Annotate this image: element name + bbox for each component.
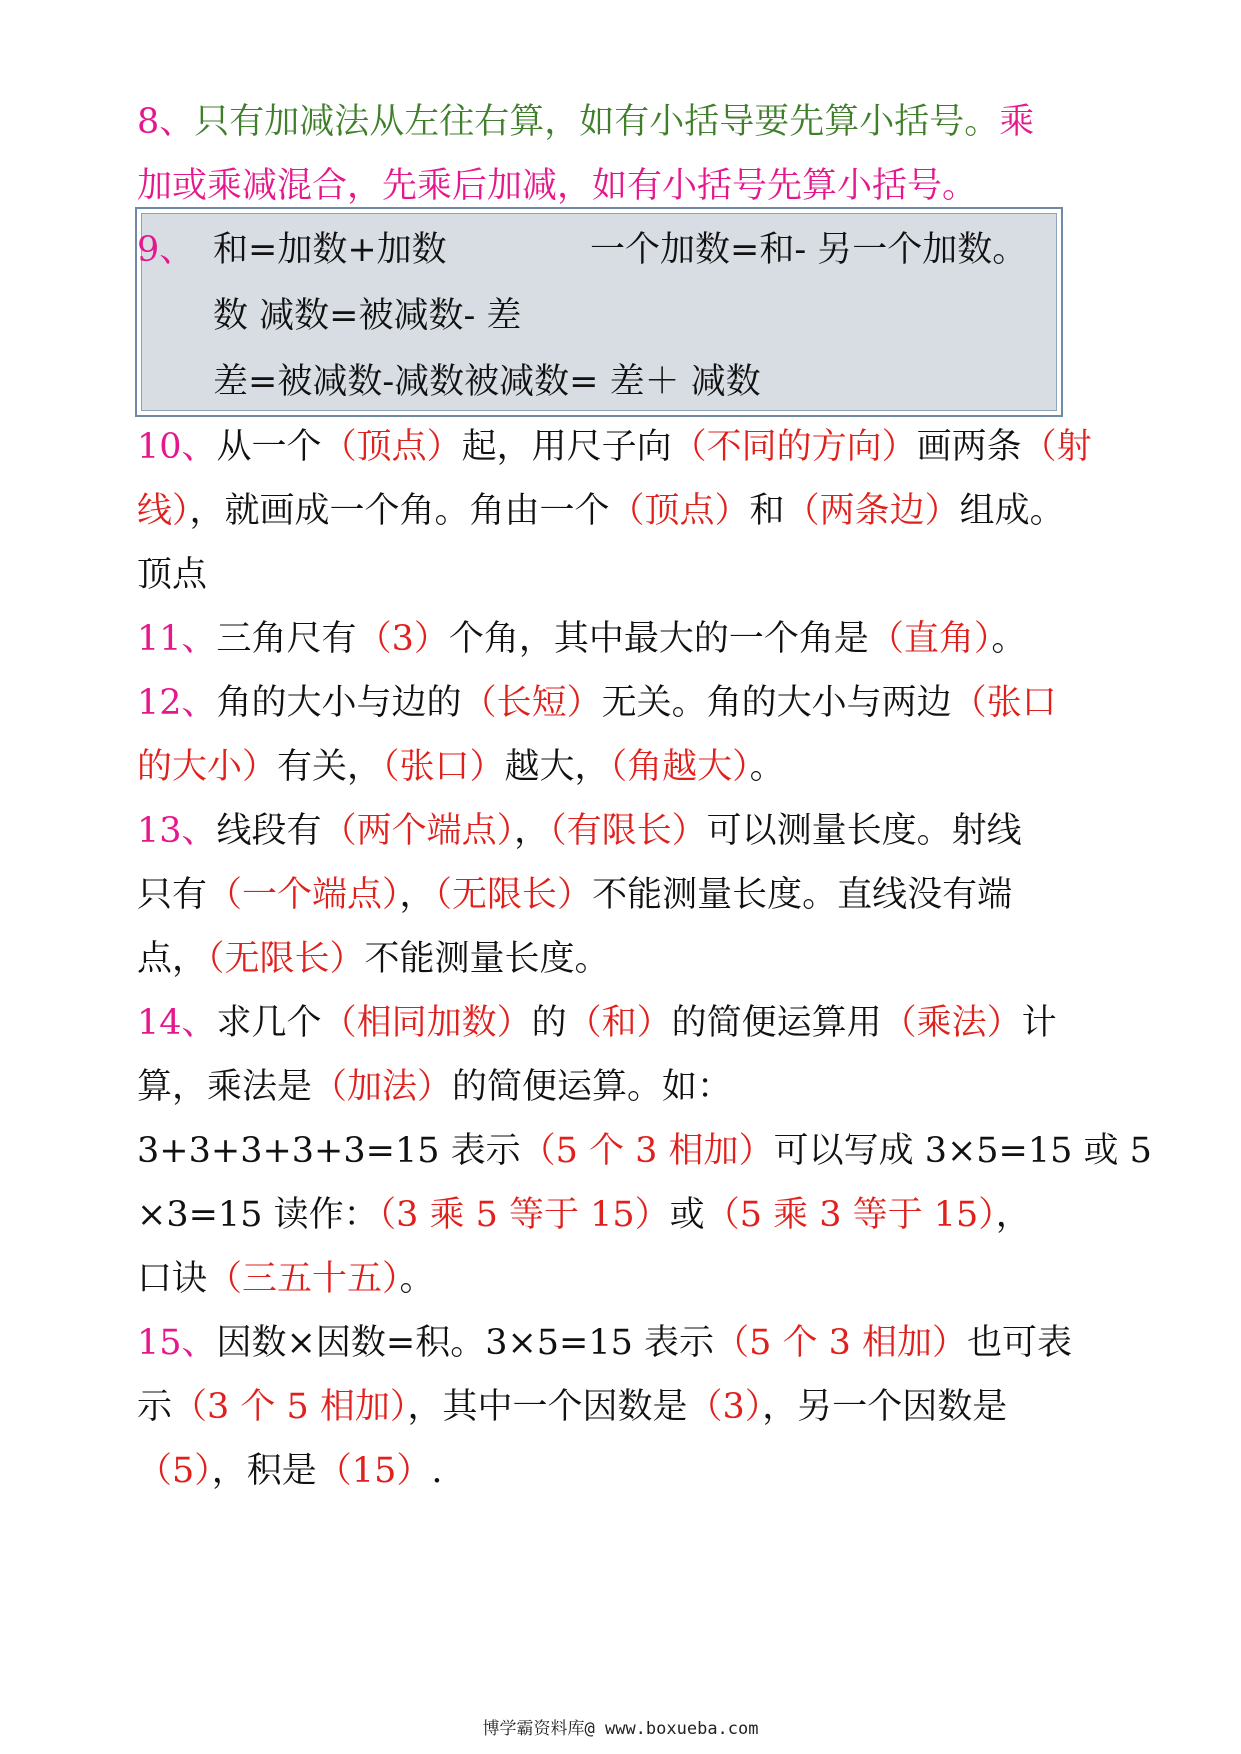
answer: （长短）: [461, 683, 602, 723]
answer: （一个端点）: [207, 875, 400, 915]
item-number: 14、: [137, 1003, 217, 1043]
answer: （顶点）: [609, 491, 750, 531]
item-8-line-2: [137, 164, 1137, 208]
item-14-line-2: 算，乘法是（加法）的简便运算。如：: [137, 1067, 733, 1107]
answer: （直角）: [868, 619, 992, 659]
item-number: 12、: [137, 683, 217, 723]
rule-text-green: 只有加减法从左往右算，如有小括导要先算小括号。: [194, 102, 1000, 142]
answer: （15）: [316, 1451, 432, 1491]
answer: （顶点）: [321, 427, 462, 467]
rule-text-magenta: 乘: [999, 102, 1035, 142]
item-number: 13、: [137, 811, 217, 851]
item-15-line-2: 示（3 个 5 相加），其中一个因数是（3），另一个因数是: [137, 1387, 1008, 1427]
answer: （角越大）: [609, 747, 750, 787]
answer: （3 个 5 相加）: [172, 1387, 408, 1427]
answer: （5）: [137, 1451, 212, 1491]
item-number: 15、: [137, 1323, 217, 1363]
answer: （加法）: [312, 1067, 453, 1107]
item-number: 11、: [137, 619, 217, 659]
answer: （张口）: [382, 747, 505, 787]
answer: （射: [1021, 427, 1092, 467]
answer: （和）: [566, 1003, 672, 1043]
item-9-row-2: 数 减数=被减数- 差: [213, 296, 522, 336]
item-9-row-3: 差=被减数-减数被减数= 差＋ 减数: [213, 362, 761, 402]
item-13-line-3: 点，（无限长）不能测量长度。: [137, 939, 610, 979]
answer: 线）: [137, 491, 190, 531]
footer-watermark: 博学霸资料库@ www.boxueba.com: [482, 1719, 759, 1739]
answer: （张口: [951, 683, 1057, 723]
item-9-row-1b: 一个加数=和- 另一个加数。: [590, 230, 1028, 270]
item-15-line-3: （5），积是（15）.: [137, 1451, 443, 1491]
item-11-line-1: 11、三角尺有（3）个角，其中最大的一个角是（直角）。: [137, 619, 1027, 659]
answer: （3）: [687, 1387, 763, 1427]
rule-text-magenta: 加或乘减混合，先乘后加减，如有小括号先算小括号。: [137, 166, 978, 206]
answer: （无限长）: [434, 875, 593, 915]
answer: （3 乘 5 等于 15）: [378, 1195, 670, 1235]
answer: （不同的方向）: [671, 427, 917, 467]
answer: （相同加数）: [321, 1003, 532, 1043]
answer: （两条边）: [784, 491, 960, 531]
item-14-line-4: ×3=15 读作：（3 乘 5 等于 15）或（5 乘 3 等于 15），: [137, 1195, 1031, 1235]
answer: （两个端点）: [321, 811, 515, 851]
item-14-line-3: 3+3+3+3+3=15 表示（5 个 3 相加）可以写成 3×5=15 或 5: [137, 1131, 1152, 1171]
answer: 的大小）: [137, 747, 278, 787]
answer: （有限长）: [549, 811, 707, 851]
item-13-line-2: 只有（一个端点），（无限长）不能测量长度。直线没有端: [137, 875, 1013, 915]
answer: （5 乘 3 等于 15）: [704, 1195, 996, 1235]
answer: （无限长）: [207, 939, 365, 979]
answer: （5 个 3 相加）: [714, 1323, 967, 1363]
item-14-line-1: 14、求几个（相同加数）的（和）的简便运算用（乘法）计: [137, 1003, 1057, 1043]
item-10-line-3: 顶点: [137, 555, 208, 595]
item-9-number: 9、: [137, 230, 195, 270]
item-8-line-1: [137, 100, 1137, 144]
answer: （三五十五）: [207, 1259, 400, 1299]
item-15-line-1: 15、因数×因数=积。3×5=15 表示（5 个 3 相加）也可表: [137, 1323, 1072, 1363]
item-number: 10、: [137, 427, 217, 467]
answer: （乘法）: [881, 1003, 1022, 1043]
item-12-line-2: 的大小）有关，（张口）越大，（角越大）。: [137, 747, 785, 787]
item-9-row-1a: 和=加数+加数: [213, 230, 447, 270]
item-14-line-5: 口诀（三五十五）。: [137, 1259, 435, 1299]
item-number: 8、: [137, 102, 195, 142]
item-10-line-1: 10、从一个（顶点）起，用尺子向（不同的方向）画两条（射: [137, 427, 1092, 467]
answer: （3）: [356, 619, 449, 659]
item-10-line-2: 线），就画成一个角。角由一个（顶点）和（两条边）组成。: [137, 491, 1065, 531]
item-12-line-1: 12、角的大小与边的（长短）无关。角的大小与两边（张口: [137, 683, 1057, 723]
item-13-line-1: 13、线段有（两个端点），（有限长）可以测量长度。射线: [137, 811, 1022, 851]
answer: （5 个 3 相加）: [520, 1131, 774, 1171]
